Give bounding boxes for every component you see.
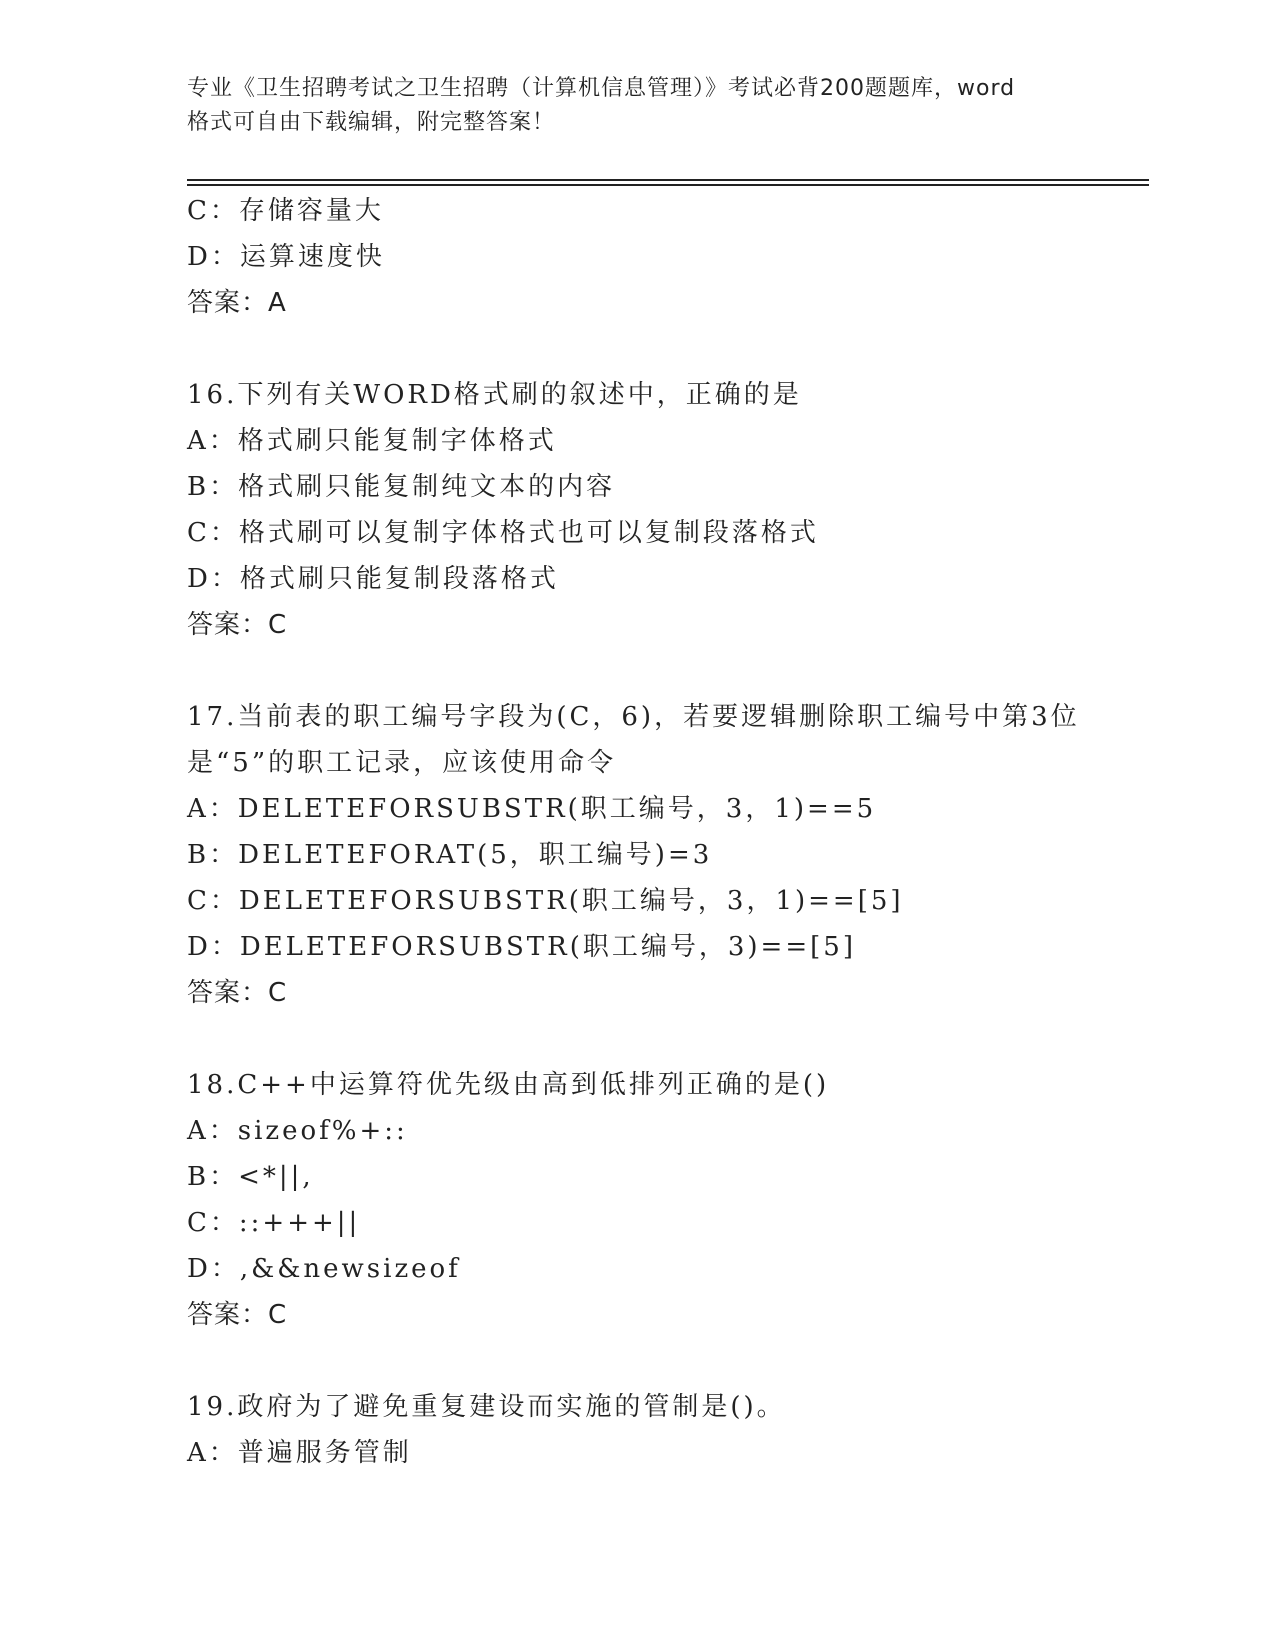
answer-line: 答案：C — [187, 610, 288, 640]
option-c: C：格式刷可以复制字体格式也可以复制段落格式 — [187, 518, 819, 548]
spacer — [187, 648, 1149, 694]
option-b: B：格式刷只能复制纯文本的内容 — [187, 472, 616, 502]
question-15-partial — [187, 188, 1149, 326]
document-header — [187, 72, 1087, 140]
option-a: A：DELETEFORSUBSTR(职工编号，3，1)==5 — [187, 794, 877, 824]
option-c: C：::+++|| — [187, 1208, 361, 1238]
option-d: D：DELETEFORSUBSTR(职工编号，3)==[5] — [187, 932, 856, 962]
answer-line: 答案：C — [187, 978, 288, 1008]
answer-line: 答案：C — [187, 1300, 288, 1330]
option-b: B：DELETEFORAT(5，职工编号)=3 — [187, 840, 713, 870]
option-a: A：普遍服务管制 — [187, 1438, 412, 1468]
question-stem-continued: 是“5”的职工记录，应该使用命令 — [187, 748, 617, 778]
option-d: D：格式刷只能复制段落格式 — [187, 564, 559, 594]
option-d: D：,&&newsizeof — [187, 1254, 461, 1284]
question-stem: 16.下列有关WORD格式刷的叙述中，正确的是 — [187, 380, 802, 410]
question-stem: 18.C++中运算符优先级由高到低排列正确的是() — [187, 1070, 830, 1100]
question-content — [187, 188, 1149, 1476]
spacer — [187, 1016, 1149, 1062]
question-stem: 19.政府为了避免重复建设而实施的管制是()。 — [187, 1392, 786, 1422]
option-c: C：存储容量大 — [187, 196, 384, 226]
header-divider-top — [187, 179, 1149, 181]
spacer — [187, 326, 1149, 372]
option-a: A：sizeof%+:: — [187, 1116, 408, 1146]
question-17 — [187, 694, 1149, 1016]
header-divider-bottom — [187, 184, 1149, 186]
header-line-1: 专业《卫生招聘考试之卫生招聘（计算机信息管理）》考试必背200题题库，word — [187, 76, 1016, 101]
header-line-2: 格式可自由下载编辑，附完整答案！ — [187, 110, 556, 135]
option-a: A：格式刷只能复制字体格式 — [187, 426, 557, 456]
option-d: D：运算速度快 — [187, 242, 385, 272]
spacer — [187, 1338, 1149, 1384]
answer-line: 答案：A — [187, 288, 287, 318]
question-18 — [187, 1062, 1149, 1338]
option-b: B：<*||, — [187, 1162, 314, 1192]
question-19 — [187, 1384, 1149, 1476]
question-stem: 17.当前表的职工编号字段为(C，6)，若要逻辑删除职工编号中第3位 — [187, 702, 1080, 732]
question-16 — [187, 372, 1149, 648]
option-c: C：DELETEFORSUBSTR(职工编号，3，1)==[5] — [187, 886, 904, 916]
